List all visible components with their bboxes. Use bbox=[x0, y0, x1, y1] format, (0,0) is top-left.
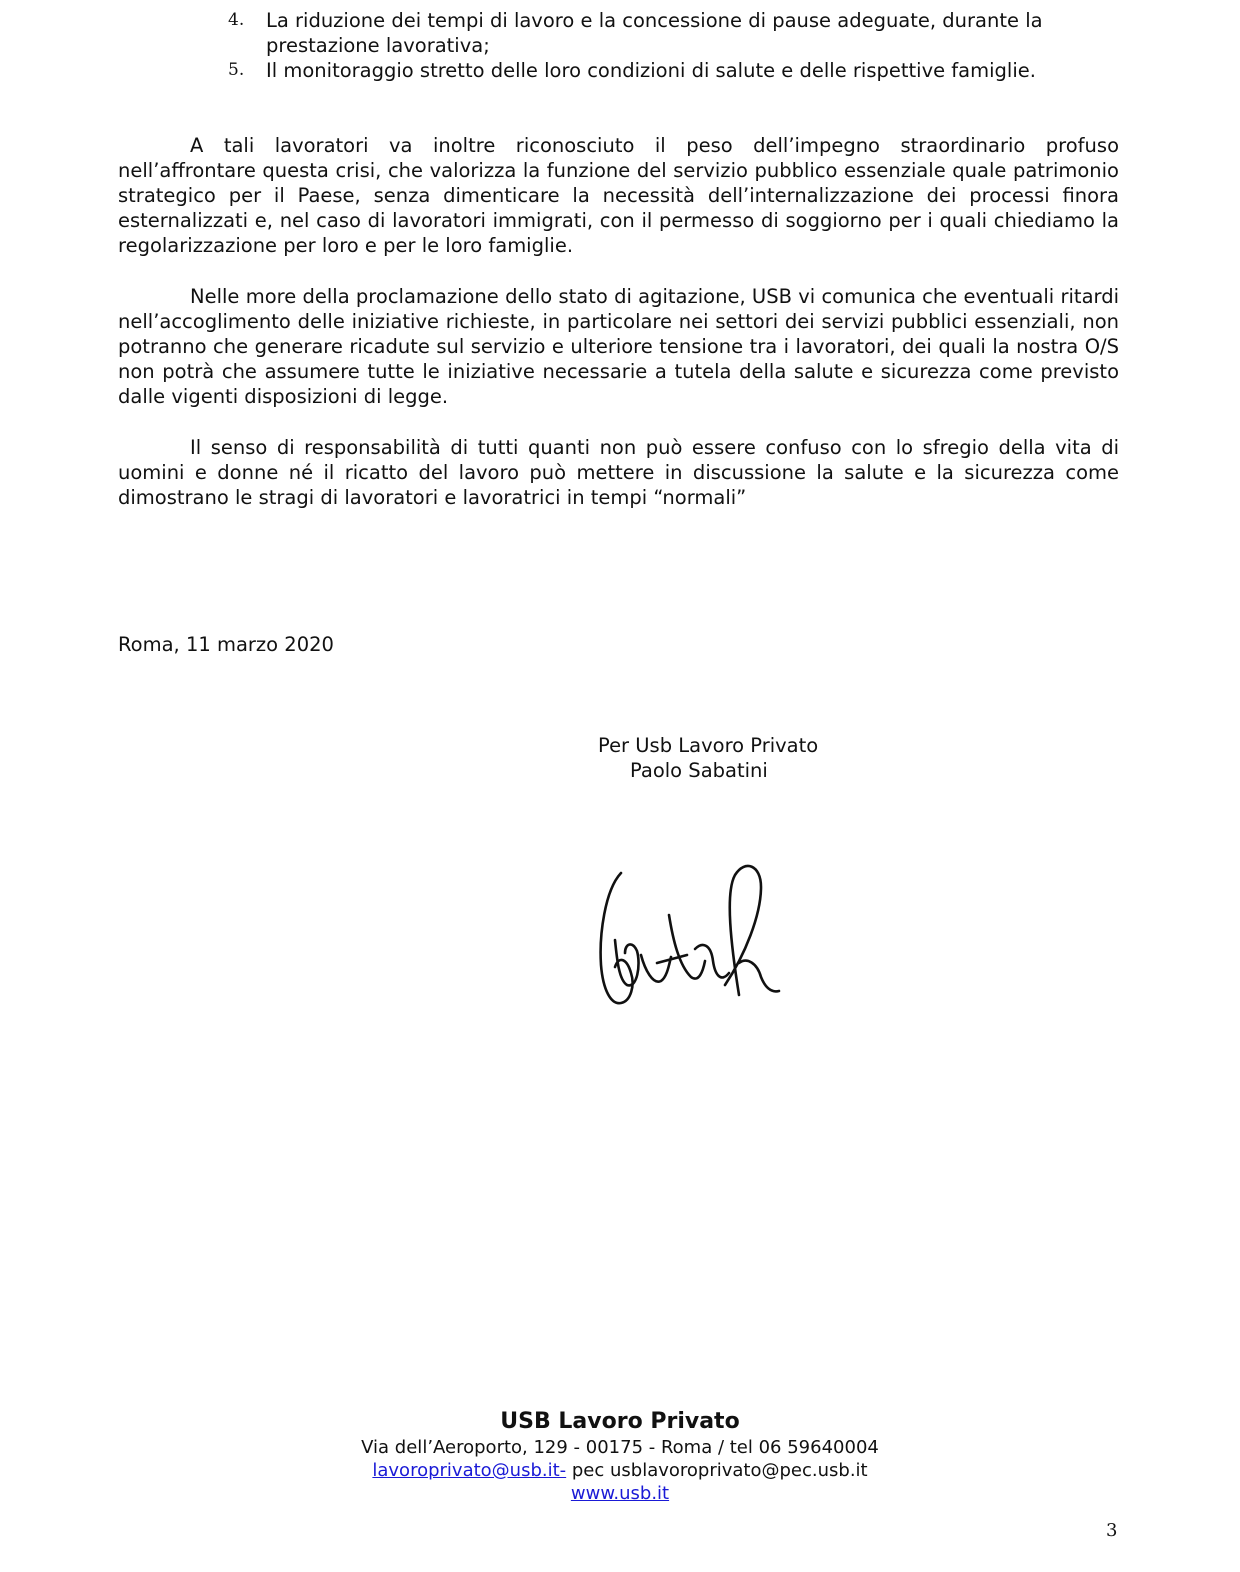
paragraph-text: Il senso di responsabilità di tutti quanti non può essere confuso con lo sfregio della vita di uomini e donne né il ricatto del lavoro può mettere in discussione la salute e la sicurezza come dimostrano le stragi di lavoratori e lavoratrici in tempi “normali” bbox=[118, 436, 1119, 509]
email-link[interactable]: lavoroprivato@usb.it- bbox=[372, 1460, 567, 1481]
paragraph-text: A tali lavoratori va inoltre riconosciuto il peso dell’impegno straordinario profuso nell’affrontare questa crisi, che valorizza la funzione del servizio pubblico essenziale quale patrimonio strategico per il Paese, senza dimenticare la necessità dell’internalizzazione dei processi finora esternalizzati e, nel caso di lavoratori immigrati, con il permesso di soggiorno per i quali chiediamo la regolarizzazione per loro e per le loro famiglie. bbox=[118, 134, 1119, 257]
paragraph-responsibility bbox=[118, 435, 1119, 510]
page-number: 3 bbox=[1106, 1520, 1118, 1541]
list-item bbox=[228, 8, 1120, 58]
paragraph-recognition bbox=[118, 133, 1119, 258]
signature-name: Paolo Sabatini bbox=[630, 759, 768, 782]
handwritten-signature bbox=[575, 845, 795, 1020]
paragraph-agitation bbox=[118, 284, 1119, 409]
numbered-list bbox=[228, 8, 1120, 83]
list-item-number: 4. bbox=[228, 10, 245, 30]
list-item bbox=[228, 58, 1120, 83]
footer-title: USB Lavoro Privato bbox=[500, 1409, 740, 1434]
footer bbox=[320, 1408, 920, 1505]
signature-org: Per Usb Lavoro Privato bbox=[598, 734, 819, 757]
footer-address: Via dell’Aeroporto, 129 - 00175 - Roma / tel 06 59640004 bbox=[361, 1437, 879, 1458]
website-link[interactable]: www.usb.it bbox=[570, 1483, 670, 1504]
list-item-text: La riduzione dei tempi di lavoro e la concessione di pause adeguate, durante la prestazione lavorativa; bbox=[266, 9, 1043, 57]
paragraph-text: Nelle more della proclamazione dello stato di agitazione, USB vi comunica che eventuali ritardi nell’accoglimento delle iniziative richieste, in particolare nei settori dei servizi pubblici essenziali, non potranno che generare ricadute sul servizio e ulteriore tensione tra i lavoratori, dei quali la nostra O/S non potrà che assumere tutte le iniziative necessarie a tutela della salute e sicurezza come previsto dalle vigenti disposizioni di legge. bbox=[118, 285, 1119, 408]
signature-block bbox=[598, 733, 818, 783]
footer-contacts bbox=[320, 1459, 920, 1482]
list-item-text: Il monitoraggio stretto delle loro condizioni di salute e delle rispettive famiglie. bbox=[266, 59, 1036, 82]
pec-text: pec usblavoroprivato@pec.usb.it bbox=[566, 1460, 868, 1481]
list-item-number: 5. bbox=[228, 60, 245, 80]
document-date: Roma, 11 marzo 2020 bbox=[118, 633, 334, 656]
